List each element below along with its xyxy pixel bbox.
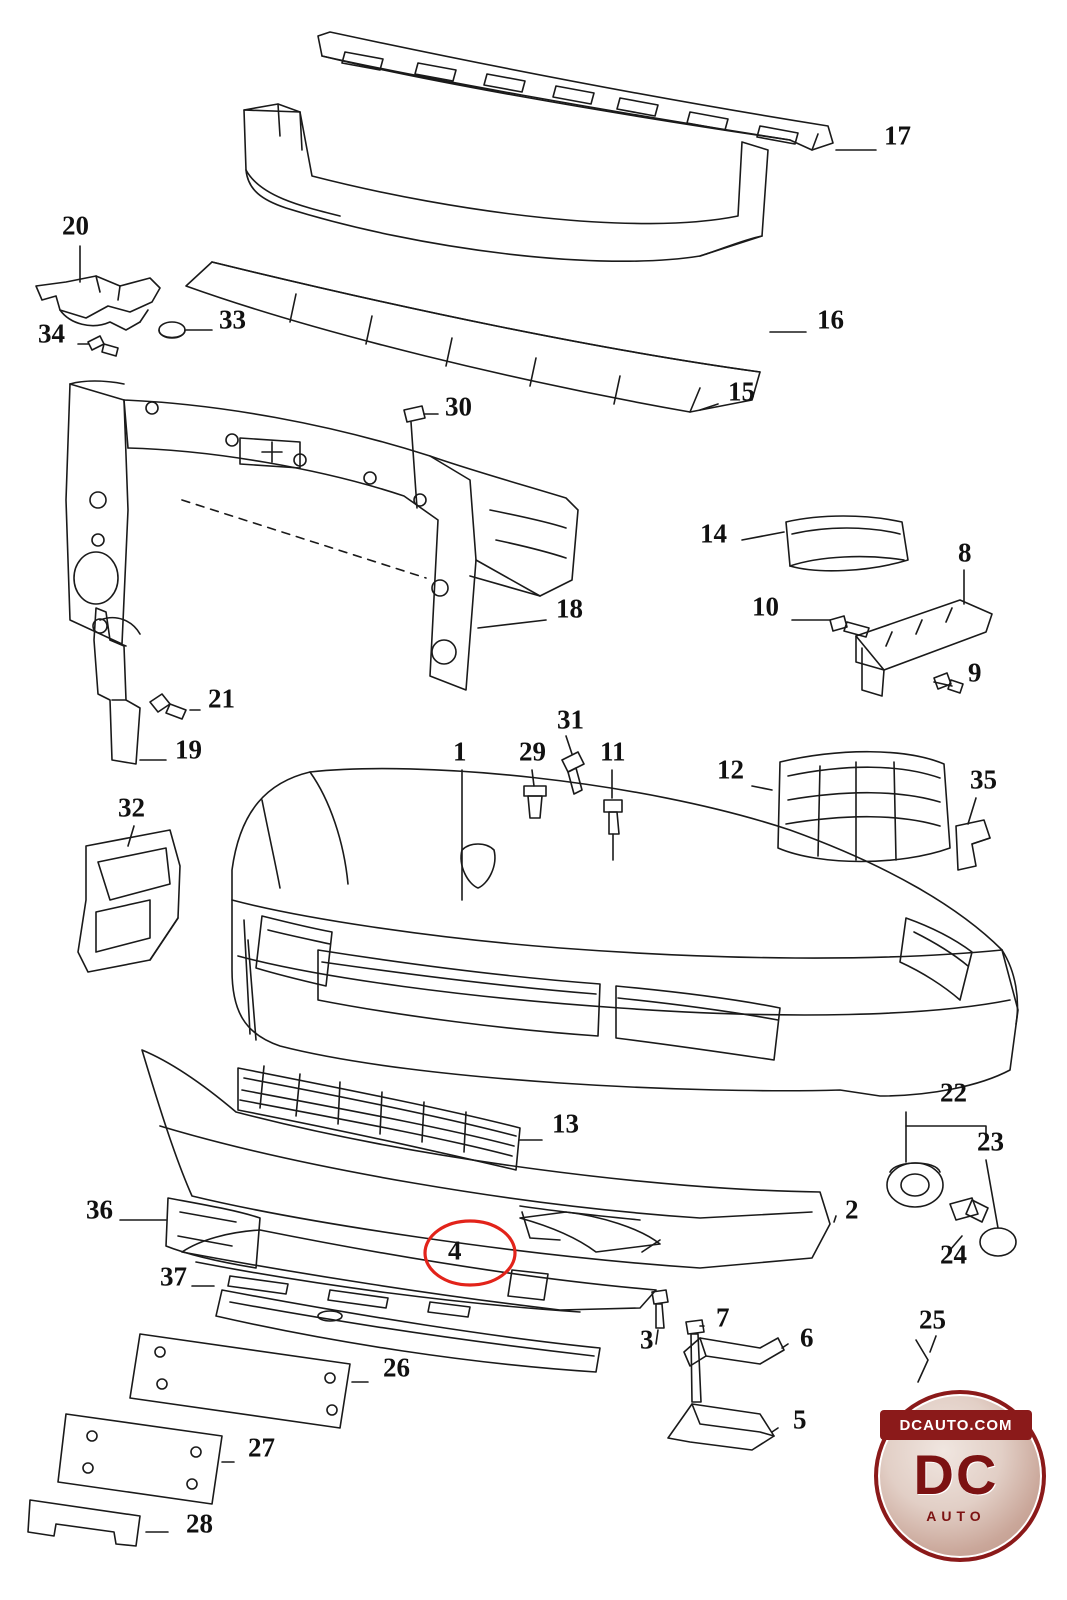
part-34-screw (88, 336, 118, 356)
part-11-bolt (604, 800, 622, 860)
callout-16: 16 (817, 304, 844, 335)
callout-4: 4 (448, 1235, 462, 1266)
callout-21: 21 (208, 683, 235, 714)
callout-28: 28 (186, 1508, 213, 1539)
part-27-license-plate-base (58, 1414, 222, 1504)
leader-35 (968, 798, 976, 824)
part-26-license-plate-holder (130, 1334, 350, 1428)
callout-31: 31 (557, 704, 584, 735)
callout-3: 3 (640, 1324, 654, 1355)
callout-15: 15 (728, 376, 755, 407)
part-31-screw (562, 752, 584, 794)
callout-22: 22 (940, 1077, 967, 1108)
part-14-air-intake-grille (786, 516, 908, 571)
part-16-impact-beam (244, 104, 768, 261)
callout-30: 30 (445, 391, 472, 422)
callout-17: 17 (884, 120, 911, 151)
leader-31 (566, 736, 572, 754)
part-18-front-end-carrier (66, 381, 578, 690)
callout-36: 36 (86, 1194, 113, 1225)
leader-14 (742, 532, 784, 540)
leader-25 (930, 1336, 936, 1352)
leader-29 (532, 770, 534, 786)
callout-34: 34 (38, 318, 65, 349)
logo-sub-text: AUTO (926, 1508, 986, 1524)
callout-13: 13 (552, 1108, 579, 1139)
callout-14: 14 (700, 518, 727, 549)
part-33-grommet (159, 322, 185, 338)
callout-25: 25 (919, 1304, 946, 1335)
callout-8: 8 (958, 537, 972, 568)
callout-32: 32 (118, 792, 145, 823)
part-2-front-spoiler (142, 1050, 830, 1268)
part-25-marker (916, 1340, 928, 1382)
part-22-parking-sensor (887, 1163, 943, 1207)
part-35-clip (956, 820, 990, 870)
leader-6 (782, 1344, 788, 1348)
callout-24: 24 (940, 1239, 967, 1270)
callout-7: 7 (716, 1302, 730, 1333)
logo-main-text: DC (913, 1443, 999, 1506)
part-17-upper-rail (318, 32, 833, 150)
callout-6: 6 (800, 1322, 814, 1353)
part-21-bolt (150, 694, 186, 719)
callout-27: 27 (248, 1432, 275, 1463)
leader-2 (834, 1216, 836, 1222)
callout-19: 19 (175, 734, 202, 765)
callout-35: 35 (970, 764, 997, 795)
part-13-lower-grille (238, 1066, 520, 1170)
callout-23: 23 (977, 1126, 1004, 1157)
callout-1: 1 (453, 736, 467, 767)
callout-26: 26 (383, 1352, 410, 1383)
callout-29: 29 (519, 736, 546, 767)
callout-5: 5 (793, 1404, 807, 1435)
callout-12: 12 (717, 754, 744, 785)
part-19-side-bracket (94, 608, 140, 764)
part-28-mount-bracket (28, 1500, 140, 1546)
leader-22-23 (906, 1112, 986, 1142)
part-4-underbody-panel (182, 1230, 656, 1317)
leader-3 (656, 1330, 658, 1344)
callout-37: 37 (160, 1261, 187, 1292)
part-30-bolt (404, 406, 425, 508)
callout-20: 20 (62, 210, 89, 241)
logo-top-text: DCAUTO.COM (880, 1410, 1032, 1440)
leader-12 (752, 786, 772, 790)
highlight-ellipse-part-4 (425, 1221, 515, 1285)
callout-10: 10 (752, 591, 779, 622)
leader-5 (772, 1428, 778, 1432)
leader-32 (128, 826, 134, 846)
part-15-trim-strip (186, 262, 760, 412)
leader-23b (986, 1160, 998, 1228)
callout-33: 33 (219, 304, 246, 335)
part-12-center-grille (778, 752, 950, 862)
callout-9: 9 (968, 657, 982, 688)
watermark-logo (866, 1382, 1046, 1587)
callout-2: 2 (845, 1194, 859, 1225)
part-3-bolt (652, 1290, 668, 1328)
callout-18: 18 (556, 593, 583, 624)
callout-11: 11 (600, 736, 626, 767)
part-5-air-deflector (668, 1404, 774, 1450)
part-32-side-grille (78, 830, 180, 972)
part-29-expanding-nut (524, 786, 546, 818)
leader-18 (478, 620, 546, 628)
